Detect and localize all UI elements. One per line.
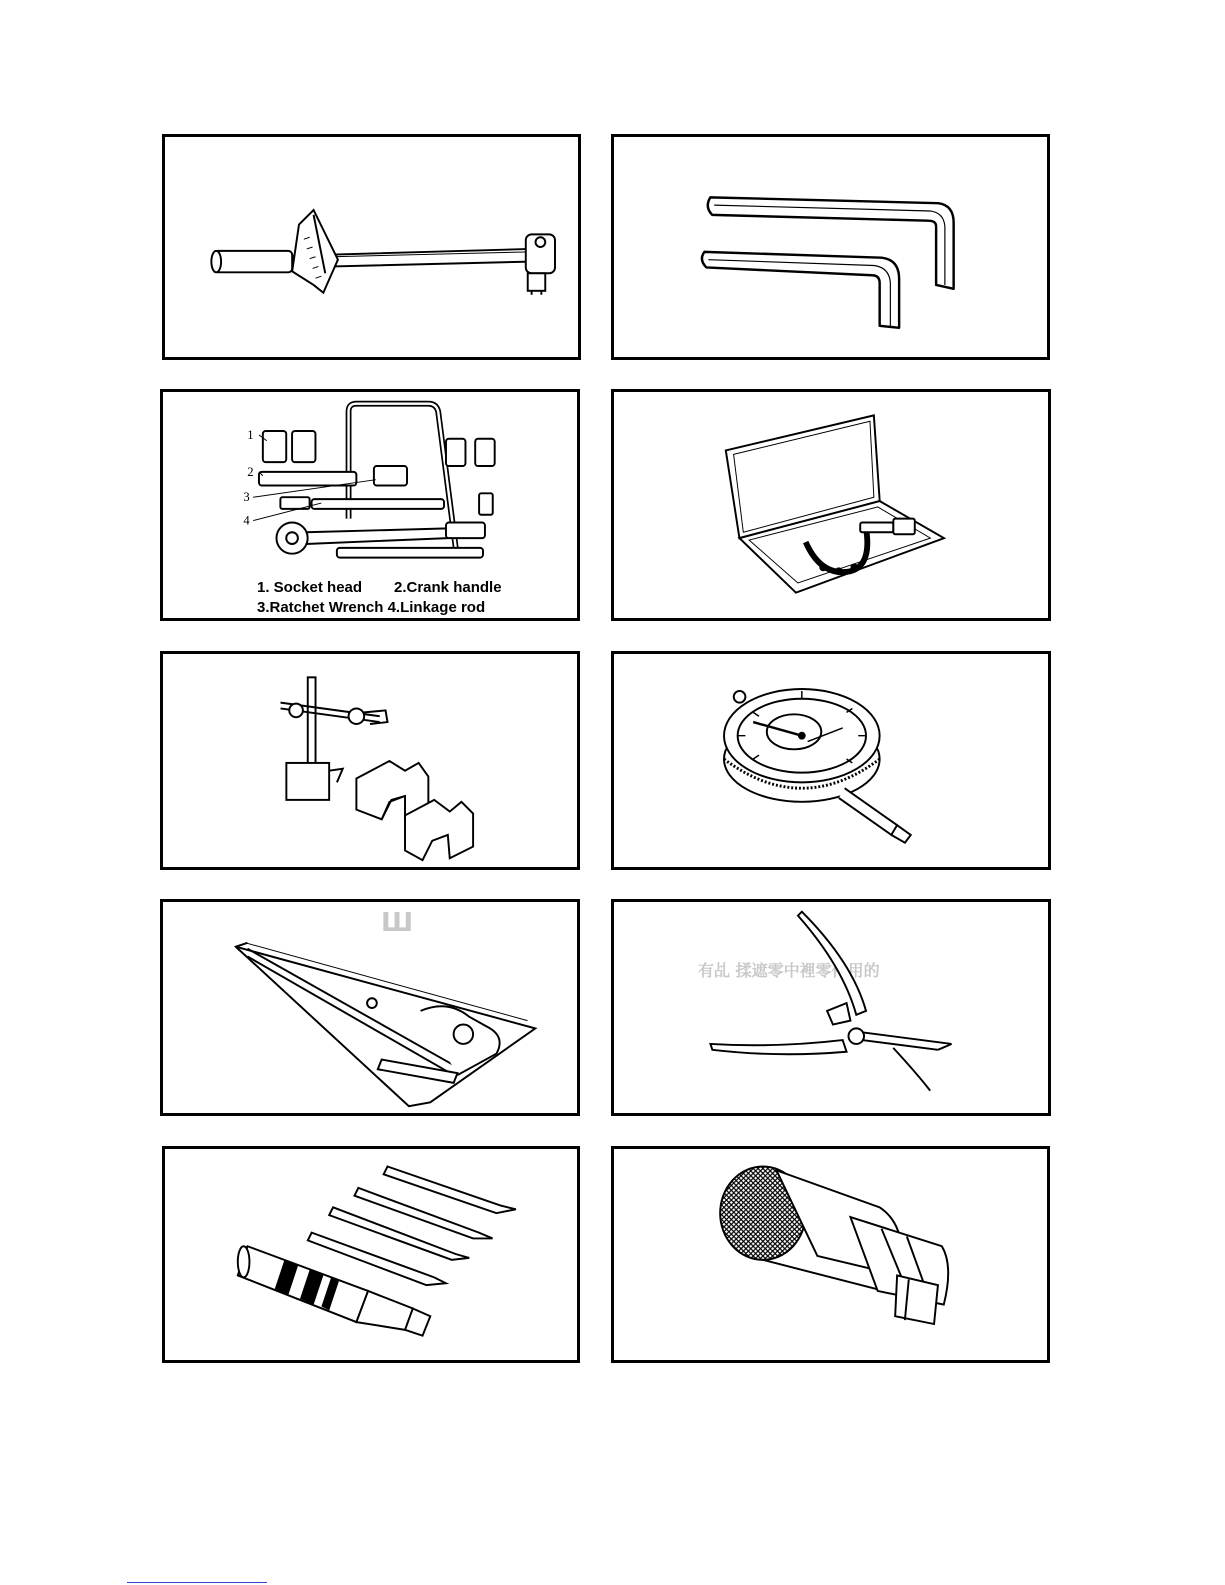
micrometer-case-illustration xyxy=(614,392,1048,618)
panel-magnetic-stand xyxy=(160,651,580,870)
socket-legend-3: 3.Ratchet Wrench 4.Linkage rod xyxy=(257,599,486,616)
panel-dial-indicator xyxy=(611,651,1051,870)
circlip-pliers-illustration xyxy=(614,902,1048,1113)
panel-vernier-caliper xyxy=(160,899,580,1116)
panel-impact-screwdriver xyxy=(162,1146,580,1363)
magnetic-stand-illustration xyxy=(163,654,577,867)
socket-set-illustration xyxy=(163,392,577,618)
callout-3: 3 xyxy=(243,490,250,505)
socket-legend-2: 2.Crank handle xyxy=(394,579,502,596)
faint-caption: 有乩 揉遮零中裡零件用的 xyxy=(698,961,880,980)
panel-circlip-pliers xyxy=(611,899,1051,1116)
panel-torque-wrench xyxy=(162,134,581,360)
panel-micrometer-case xyxy=(611,389,1051,621)
panel-spark-plug-socket xyxy=(611,1146,1050,1363)
panel-socket-set xyxy=(160,389,580,621)
footnote-rule xyxy=(127,1582,267,1583)
spark-plug-socket-illustration xyxy=(614,1149,1047,1360)
callout-1: 1 xyxy=(247,427,254,442)
vernier-caliper-illustration xyxy=(163,902,577,1113)
ghost-glyph: Ш xyxy=(381,908,414,938)
impact-screwdriver-illustration xyxy=(165,1149,577,1360)
hex-keys-illustration xyxy=(614,137,1047,357)
torque-wrench-illustration xyxy=(165,137,578,357)
panel-hex-keys xyxy=(611,134,1050,360)
callout-2: 2 xyxy=(247,464,254,479)
dial-indicator-illustration xyxy=(614,654,1048,867)
socket-legend-1: 1. Socket head xyxy=(257,579,363,596)
callout-4: 4 xyxy=(243,513,250,528)
